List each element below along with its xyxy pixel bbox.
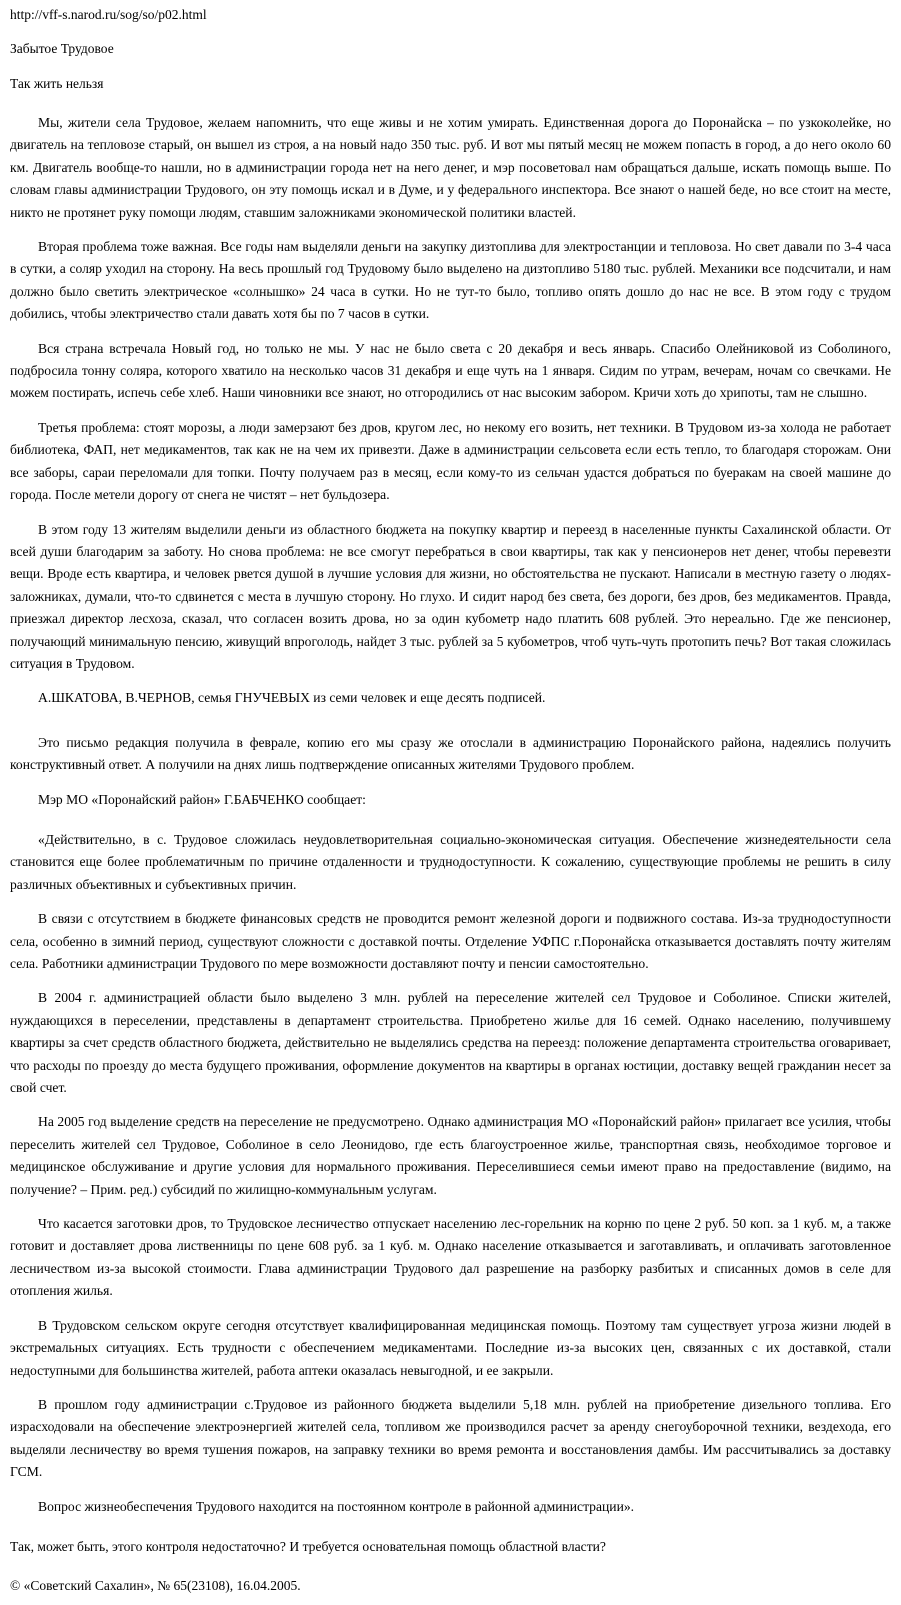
closing-question: Так, может быть, этого контроля недостаточно? И требуется основательная помощь областной власти? xyxy=(10,1538,606,1554)
article-headline: Так жить нельзя xyxy=(10,76,104,91)
letter-paragraph: Мы, жители села Трудовое, желаем напомнить, что еще живы и не хотим умирать. Единственная дорога до Поронайска – по узкоколейке, но двигатель на тепловозе старый, он вышел из строя, а на новый надо 350 тыс. руб. И вот мы пятый месяц не можем попасть в город, а до него около 60 км. Двигатель вообще-то нашли, но в администрации города нет на него денег, и мэр посоветовал нам обращаться дальше, искать помощь выше. По словам главы администрации Трудового, он эту помощь искал и в Думе, и у федерального инспектора. Все знают о нашей беде, но все стоит на месте, никто не протянет руку помощи людям, ставшим заложниками экономической политики властей. xyxy=(10,115,891,220)
letter-signature: А.ШКАТОВА, В.ЧЕРНОВ, семья ГНУЧЕВЫХ из семи человек и еще десять подписей. xyxy=(38,690,546,706)
copyright-notice: © «Советский Сахалин», № 65(23108), 16.04.2005. xyxy=(10,1578,301,1594)
letter-paragraph: В этом году 13 жителям выделили деньги из областного бюджета на покупку квартир и переезд в населенные пункты Сахалинской области. От всей души благодарим за заботу. Но снова проблема: не все смогут перебраться в свои квартиры, так как у пенсионеров нет денег, чтобы перевезти вещи. Вроде есть квартира, и человек рвется душой в лучшие условия для жизни, но обстоятельства не пускают. Написали в местную газету о людях-заложниках, думали, что-то сдвинется с места в лучшую сторону. Но глухо. И сидит народ без света, без дороги, без дров, без медикаментов. Правда, приезжал директор лесхоза, сказал, что согласен возить дрова, но за один кубометр надо платить 608 рублей. Это нереально. Где же пенсионер, получающий минимальную пенсию, живущий впроголодь, найдет 3 тыс. рублей за 5 кубометров, чтоб чуть-чуть протопить печь? Вот такая сложилась ситуация в Трудовом. xyxy=(10,521,891,671)
article-kicker: Забытое Трудовое xyxy=(10,41,114,56)
editorial-note: Это письмо редакция получила в феврале, копию его мы сразу же отослали в администрацию Поронайского района, надеялись получить конструктивный ответ. А получили на днях лишь подтверждение описанных жителями Трудового проблем. xyxy=(10,734,891,773)
response-paragraph: Вопрос жизнеобеспечения Трудового находится на постоянном контроле в районной администрации». xyxy=(38,1498,635,1514)
letter-paragraph: Вторая проблема тоже важная. Все годы нам выделяли деньги на закупку дизтоплива для электростанции и тепловоза. Но свет давали по 3-4 часа в сутки, а соляр уходил на сторону. На весь прошлый год Трудовому было выделено на дизтопливо 5180 тыс. рублей. Механики все подсчитали, и нам должно было светить электрическое «солнышко» 24 часа в сутки. Но не тут-то было, топливо опять дошло до нас не все. В этом году с трудом добились, чтобы электричество стали давать хотя бы по 7 часов в сутки. xyxy=(10,239,891,322)
response-paragraph: На 2005 год выделение средств на переселение не предусмотрено. Однако администрация МО «Поронайский район» прилагает все усилия, чтобы переселить жителей сел Трудовое, Соболиное в село Леонидово, где есть благоустроенное жилье, транспортная связь, необходимое торговое и медицинское обслуживание и другие условия для нормального проживания. Переселившиеся семьи имеют право на предоставление (видимо, на получение? – Прим. ред.) субсидий по жилищно-коммунальным услугам. xyxy=(10,1114,891,1197)
letter-paragraph: Вся страна встречала Новый год, но только не мы. У нас не было света с 20 декабря и весь январь. Спасибо Олейниковой из Соболиного, подбросила тонну соляра, которого хватило на несколько часов 31 декабря и еще чуть на 1 января. Сидим по утрам, вечерам, ночам со свечками. Не можем постирать, испечь себе хлеб. Наши чиновники все знают, но отгородились от нас высоким забором. Кричи хоть до хрипоты, там не слышно. xyxy=(10,340,891,401)
response-paragraph: В Трудовском сельском округе сегодня отсутствует квалифицированная медицинская помощь. Поэтому там существует угроза жизни людей в экстремальных ситуациях. Есть трудности с обеспечением медикаментами. Последние из-за высоких цен, связанных с их доставкой, стали недоступными для большинства жителей, работа аптеки оказалась невыгодной, и ее закрыли. xyxy=(10,1317,891,1378)
response-paragraph: Что касается заготовки дров, то Трудовское лесничество отпускает населению лес-горельник на корню по цене 2 руб. 50 коп. за 1 куб. м, а также готовит и доставляет дрова лиственницы по цене 608 руб. за 1 куб. м. Однако население отказывается и заготавливать, и оплачивать заготовленное лесничеством из-за высокой стоимости. Глава администрации Трудового дал разрешение на разборку разбитых и списанных домов в селе для отопления жилья. xyxy=(10,1216,891,1299)
mayor-response-intro: Мэр МО «Поронайский район» Г.БАБЧЕНКО сообщает: xyxy=(38,791,366,807)
response-paragraph: В прошлом году администрации с.Трудовое из районного бюджета выделили 5,18 млн. рублей на приобретение дизельного топлива. Его израсходовали на обеспечение электроэнергией жителей села, топливом же производился расчет за аренду снегоуборочной техники, вездехода, его выделяли лесничеству во время тушения пожаров, на заправку техники во время ремонта и восстановления дамбы. Им рассчитывались за доставку ГСМ. xyxy=(10,1396,891,1480)
response-paragraph: В 2004 г. администрацией области было выделено 3 млн. рублей на переселение жителей сел Трудовое и Соболиное. Списки жителей, нуждающихся в переселении, представлены в департамент строительства. Приобретено жилье для 16 семей. Однако населению, получившему квартиры за счет средств областного бюджета, действительно не выделялись средства на переезд: положение департамента строительства оговаривает, что расходы по проезду до места будущего проживания, оформление документов на квартиры в органах юстиции, доставку вещей гражданин несет за свой счет. xyxy=(10,990,891,1096)
response-paragraph: В связи с отсутствием в бюджете финансовых средств не проводится ремонт железной дороги и подвижного состава. Из-за труднодоступности села, особенно в зимний период, существуют сложности с доставкой почты. Отделение УФПС г.Поронайска отказывается доставлять почту жителям села. Работники администрации Трудового по мере возможности доставляют почту и пенсии самостоятельно. xyxy=(10,911,891,971)
source-url: http://vff-s.narod.ru/sog/so/p02.html xyxy=(10,7,207,22)
response-paragraph: «Действительно, в с. Трудовое сложилась неудовлетворительная социально-экономическая ситуация. Обеспечение жизнедеятельности села становится еще более проблематичным по причине отдаленности и труднодоступности. К сожалению, существующие проблемы не решить в силу различных объективных и субъективных причин. xyxy=(10,831,891,892)
letter-paragraph: Третья проблема: стоят морозы, а люди замерзают без дров, кругом лес, но некому его возить, нет техники. В Трудовом из-за холода не работает библиотека, ФАП, нет медикаментов, так как не на чем их привезти. Даже в администрации сельсовета если есть тепло, то благодаря сторожам. Они все заборы, сараи переломали для топки. Почту получаем раз в месяц, если кому-то из сельчан удастся добраться по буеракам на своей машине до города. После метели дорогу от снега не чистят – нет бульдозера. xyxy=(10,419,891,503)
